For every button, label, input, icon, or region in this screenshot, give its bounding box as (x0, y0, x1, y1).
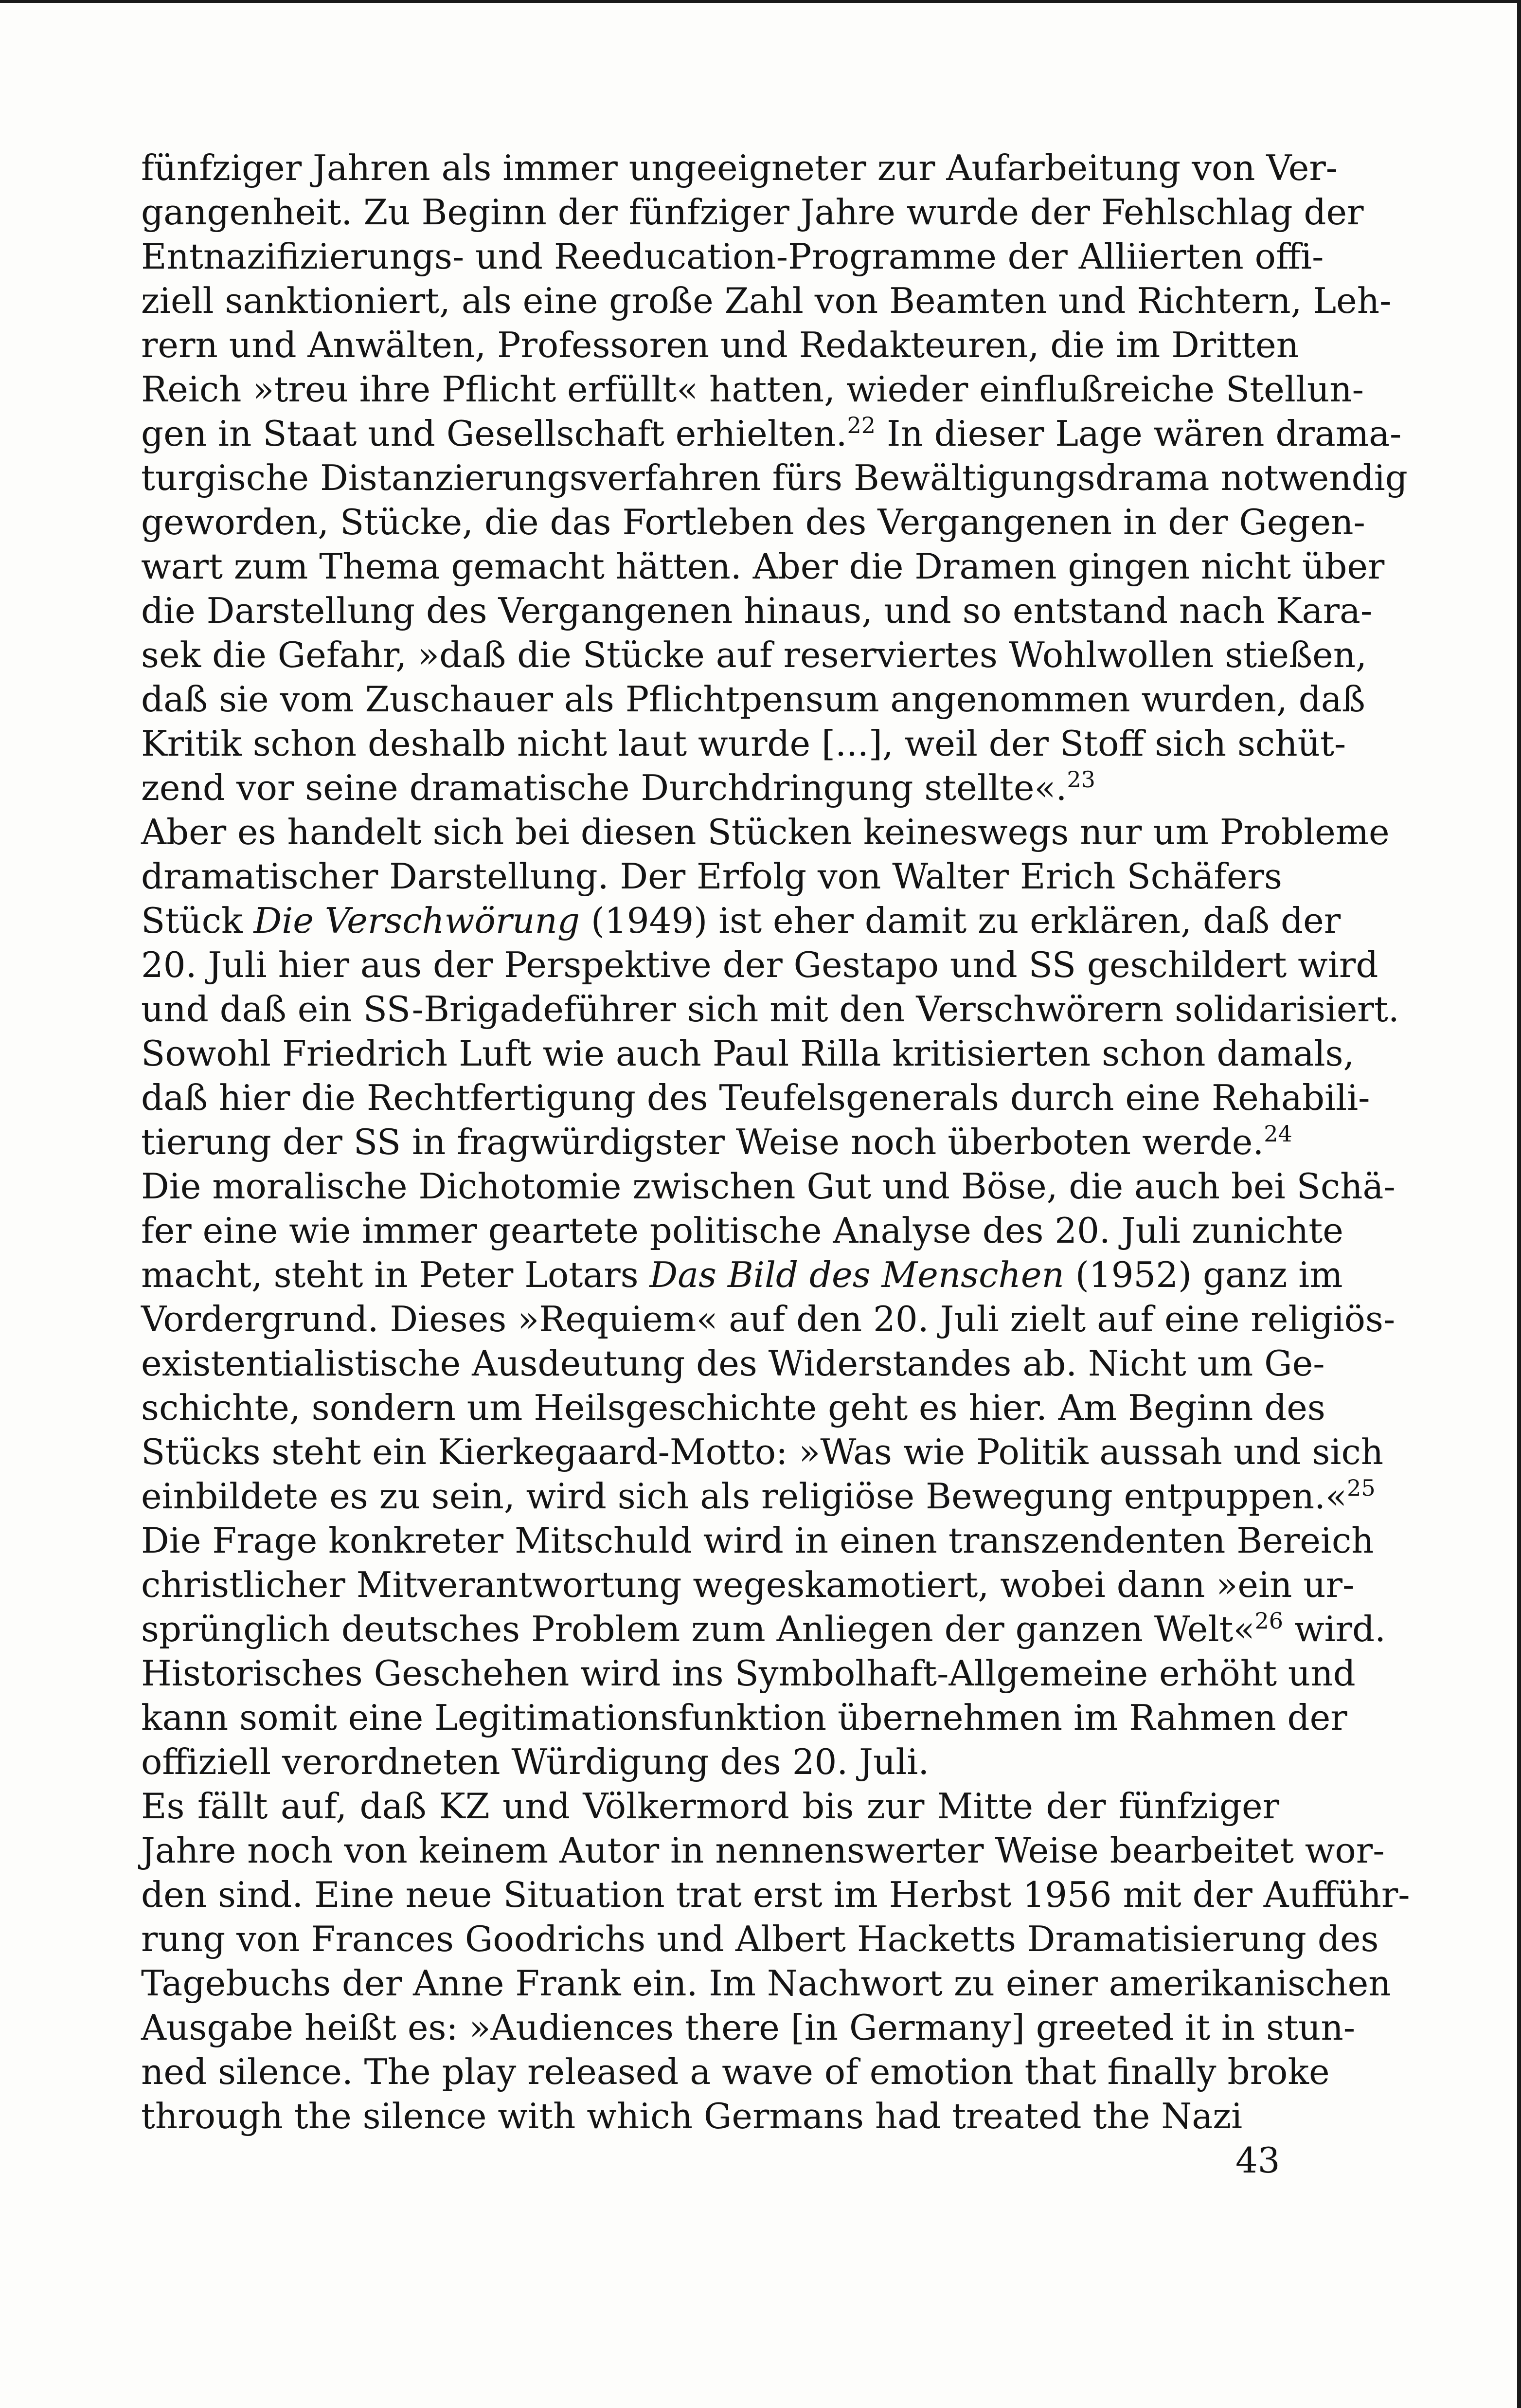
line-text: schichte, sondern um Heilsgeschichte geht es hier. Am Beginn des (141, 1387, 1325, 1428)
text-line (141, 943, 1378, 987)
line-text: christlicher Mitverantwortung wegeskamotiert, wobei dann »ein ur- (141, 1564, 1355, 1605)
text-line (141, 1740, 1279, 1784)
text-line (141, 1341, 1325, 1386)
text-line (141, 323, 1299, 367)
text-line (141, 544, 1385, 589)
line-text: ned silence. The play released a wave of emotion that finally broke (141, 2051, 1330, 2092)
footnote-reference: 22 (847, 412, 876, 438)
footnote-reference: 23 (1067, 766, 1095, 793)
text-line (141, 235, 1324, 279)
text-line (141, 146, 1338, 190)
paragraph (141, 810, 1399, 1164)
line-text: macht, steht in Peter Lotars Das Bild des Menschen (1952) ganz im (141, 1254, 1343, 1295)
page-number: 43 (1235, 2140, 1280, 2181)
line-text: Es fällt auf, daß KZ und Völkermord bis zur Mitte der fünfziger (141, 1786, 1279, 1827)
line-text: dramatischer Darstellung. Der Erfolg von Walter Erich Schäfers (141, 856, 1282, 897)
text-line (141, 367, 1364, 412)
text-line (141, 2050, 1330, 2094)
text-line (141, 766, 1279, 810)
line-text: und daß ein SS-Brigadeführer sich mit den Verschwörern solidarisiert. (141, 989, 1399, 1030)
line-text: rung von Frances Goodrichs und Albert Hacketts Dramatisierung des (141, 1919, 1379, 1959)
line-text: tierung der SS in fragwürdigster Weise noch überboten werde. (141, 1122, 1264, 1162)
line-text: Stücks steht ein Kierkegaard-Motto: »Was wie Politik aussah und sich (141, 1431, 1384, 1472)
line-text: daß sie vom Zuschauer als Pflichtpensum angenommen wurden, daß (141, 679, 1365, 720)
text-line (141, 1430, 1384, 1474)
line-text: Ausgabe heißt es: »Audiences there [in Germany] greeted it in stun- (141, 2007, 1356, 2048)
text-line (141, 1386, 1325, 1430)
body-text (141, 146, 1410, 2138)
text-line (141, 1474, 1376, 1519)
line-text: Entnazifizierungs- und Reeducation-Programme der Alliierten offi- (141, 236, 1324, 277)
text-line (141, 1032, 1355, 1076)
line-text: Kritik schon deshalb nicht laut wurde [...], weil der Stoff sich schüt- (141, 723, 1346, 764)
text-line (141, 1917, 1379, 1961)
line-text-continued: In dieser Lage wären drama- (876, 413, 1402, 454)
line-text: den sind. Eine neue Situation trat erst im Herbst 1956 mit der Aufführ- (141, 1874, 1410, 1915)
text-line (141, 987, 1399, 1032)
line-text: gen in Staat und Gesellschaft erhielten. (141, 413, 847, 454)
text-line (141, 677, 1365, 722)
line-text-continued: wird. (1283, 1609, 1386, 1649)
line-text: daß hier die Rechtfertigung des Teufelsgenerals durch eine Rehabili- (141, 1077, 1370, 1118)
line-text: offiziell verordneten Würdigung des 20. Juli. (141, 1741, 930, 1782)
line-text: Jahre noch von keinem Autor in nennenswerter Weise bearbeitet wor- (141, 1830, 1385, 1871)
text-line (141, 1297, 1396, 1341)
line-text: Die Frage konkreter Mitschuld wird in einen transzendenten Bereich (141, 1520, 1374, 1561)
work-title: Das Bild des Menschen (649, 1254, 1064, 1295)
text-line (141, 456, 1408, 500)
paragraph (141, 1164, 1396, 1784)
line-text: through the silence with which Germans had treated the Nazi (141, 2096, 1243, 2136)
text-line (141, 589, 1373, 633)
text-line (141, 1961, 1391, 2006)
text-line (141, 1519, 1374, 1563)
text-line (141, 1076, 1370, 1120)
line-text: fer eine wie immer geartete politische Analyse des 20. Juli zunichte (141, 1210, 1343, 1251)
scan-edge-right (1517, 0, 1521, 2408)
line-text: Sowohl Friedrich Luft wie auch Paul Rilla kritisierten schon damals, (141, 1033, 1355, 1074)
text-line (141, 412, 1402, 456)
text-line (141, 2094, 1279, 2138)
text-line (141, 1253, 1343, 1297)
paragraph (141, 146, 1408, 810)
text-line (141, 899, 1341, 943)
scan-edge-top (0, 0, 1521, 3)
footnote-reference: 26 (1254, 1608, 1284, 1634)
text-line (141, 1651, 1356, 1696)
line-text: Stück Die Verschwörung (1949) ist eher damit zu erklären, daß der (141, 900, 1341, 941)
line-text: Aber es handelt sich bei diesen Stücken keineswegs nur um Probleme (141, 812, 1390, 852)
text-line (141, 1209, 1343, 1253)
line-text: Reich »treu ihre Pflicht erfüllt« hatten, wieder einflußreiche Stellun- (141, 369, 1364, 410)
text-line (141, 1696, 1347, 1740)
text-line (141, 1164, 1396, 1209)
line-text: geworden, Stücke, die das Fortleben des Vergangenen in der Gegen- (141, 502, 1365, 543)
text-line (141, 279, 1392, 323)
footnote-reference: 24 (1264, 1121, 1292, 1147)
line-text: turgische Distanzierungsverfahren fürs Bewältigungsdrama notwendig (141, 457, 1408, 498)
footnote-reference: 25 (1347, 1475, 1376, 1501)
work-title: Die Verschwörung (253, 900, 580, 941)
line-text: zend vor seine dramatische Durchdringung stellte«. (141, 767, 1067, 808)
line-text: Die moralische Dichotomie zwischen Gut und Böse, die auch bei Schä- (141, 1166, 1396, 1207)
text-line (141, 1873, 1410, 1917)
text-line (141, 500, 1365, 544)
text-line (141, 1120, 1292, 1164)
line-text: Vordergrund. Dieses »Requiem« auf den 20. Juli zielt auf eine religiös- (141, 1299, 1396, 1340)
text-line (141, 633, 1367, 677)
line-text: fünfziger Jahren als immer ungeeigneter zur Aufarbeitung von Ver- (141, 147, 1338, 188)
text-line (141, 2006, 1356, 2050)
line-text: einbildete es zu sein, wird sich als religiöse Bewegung entpuppen.« (141, 1476, 1347, 1517)
text-line (141, 810, 1390, 854)
line-text: kann somit eine Legitimationsfunktion übernehmen im Rahmen der (141, 1697, 1347, 1738)
line-text: existentialistische Ausdeutung des Widerstandes ab. Nicht um Ge- (141, 1343, 1325, 1384)
paragraph (141, 1784, 1410, 2138)
line-text: sek die Gefahr, »daß die Stücke auf reserviertes Wohlwollen stießen, (141, 634, 1367, 675)
text-line (141, 1563, 1355, 1607)
text-line (141, 1829, 1385, 1873)
line-text: Historisches Geschehen wird ins Symbolhaft-Allgemeine erhöht und (141, 1653, 1356, 1694)
line-text: gangenheit. Zu Beginn der fünfziger Jahre wurde der Fehlschlag der (141, 192, 1364, 233)
line-text: die Darstellung des Vergangenen hinaus, und so entstand nach Kara- (141, 590, 1373, 631)
line-text: sprünglich deutsches Problem zum Anliegen der ganzen Welt« (141, 1609, 1255, 1649)
text-line (141, 1607, 1386, 1651)
text-line (141, 722, 1346, 766)
line-text: wart zum Thema gemacht hätten. Aber die Dramen gingen nicht über (141, 546, 1385, 587)
text-line (141, 854, 1282, 899)
line-text: rern und Anwälten, Professoren und Redakteuren, die im Dritten (141, 325, 1299, 365)
line-text: 20. Juli hier aus der Perspektive der Gestapo und SS geschildert wird (141, 944, 1378, 985)
text-line (141, 1784, 1279, 1829)
text-line (141, 190, 1364, 235)
line-text: ziell sanktioniert, als eine große Zahl von Beamten und Richtern, Leh- (141, 280, 1392, 321)
line-text: Tagebuchs der Anne Frank ein. Im Nachwort zu einer amerikanischen (141, 1963, 1391, 2004)
